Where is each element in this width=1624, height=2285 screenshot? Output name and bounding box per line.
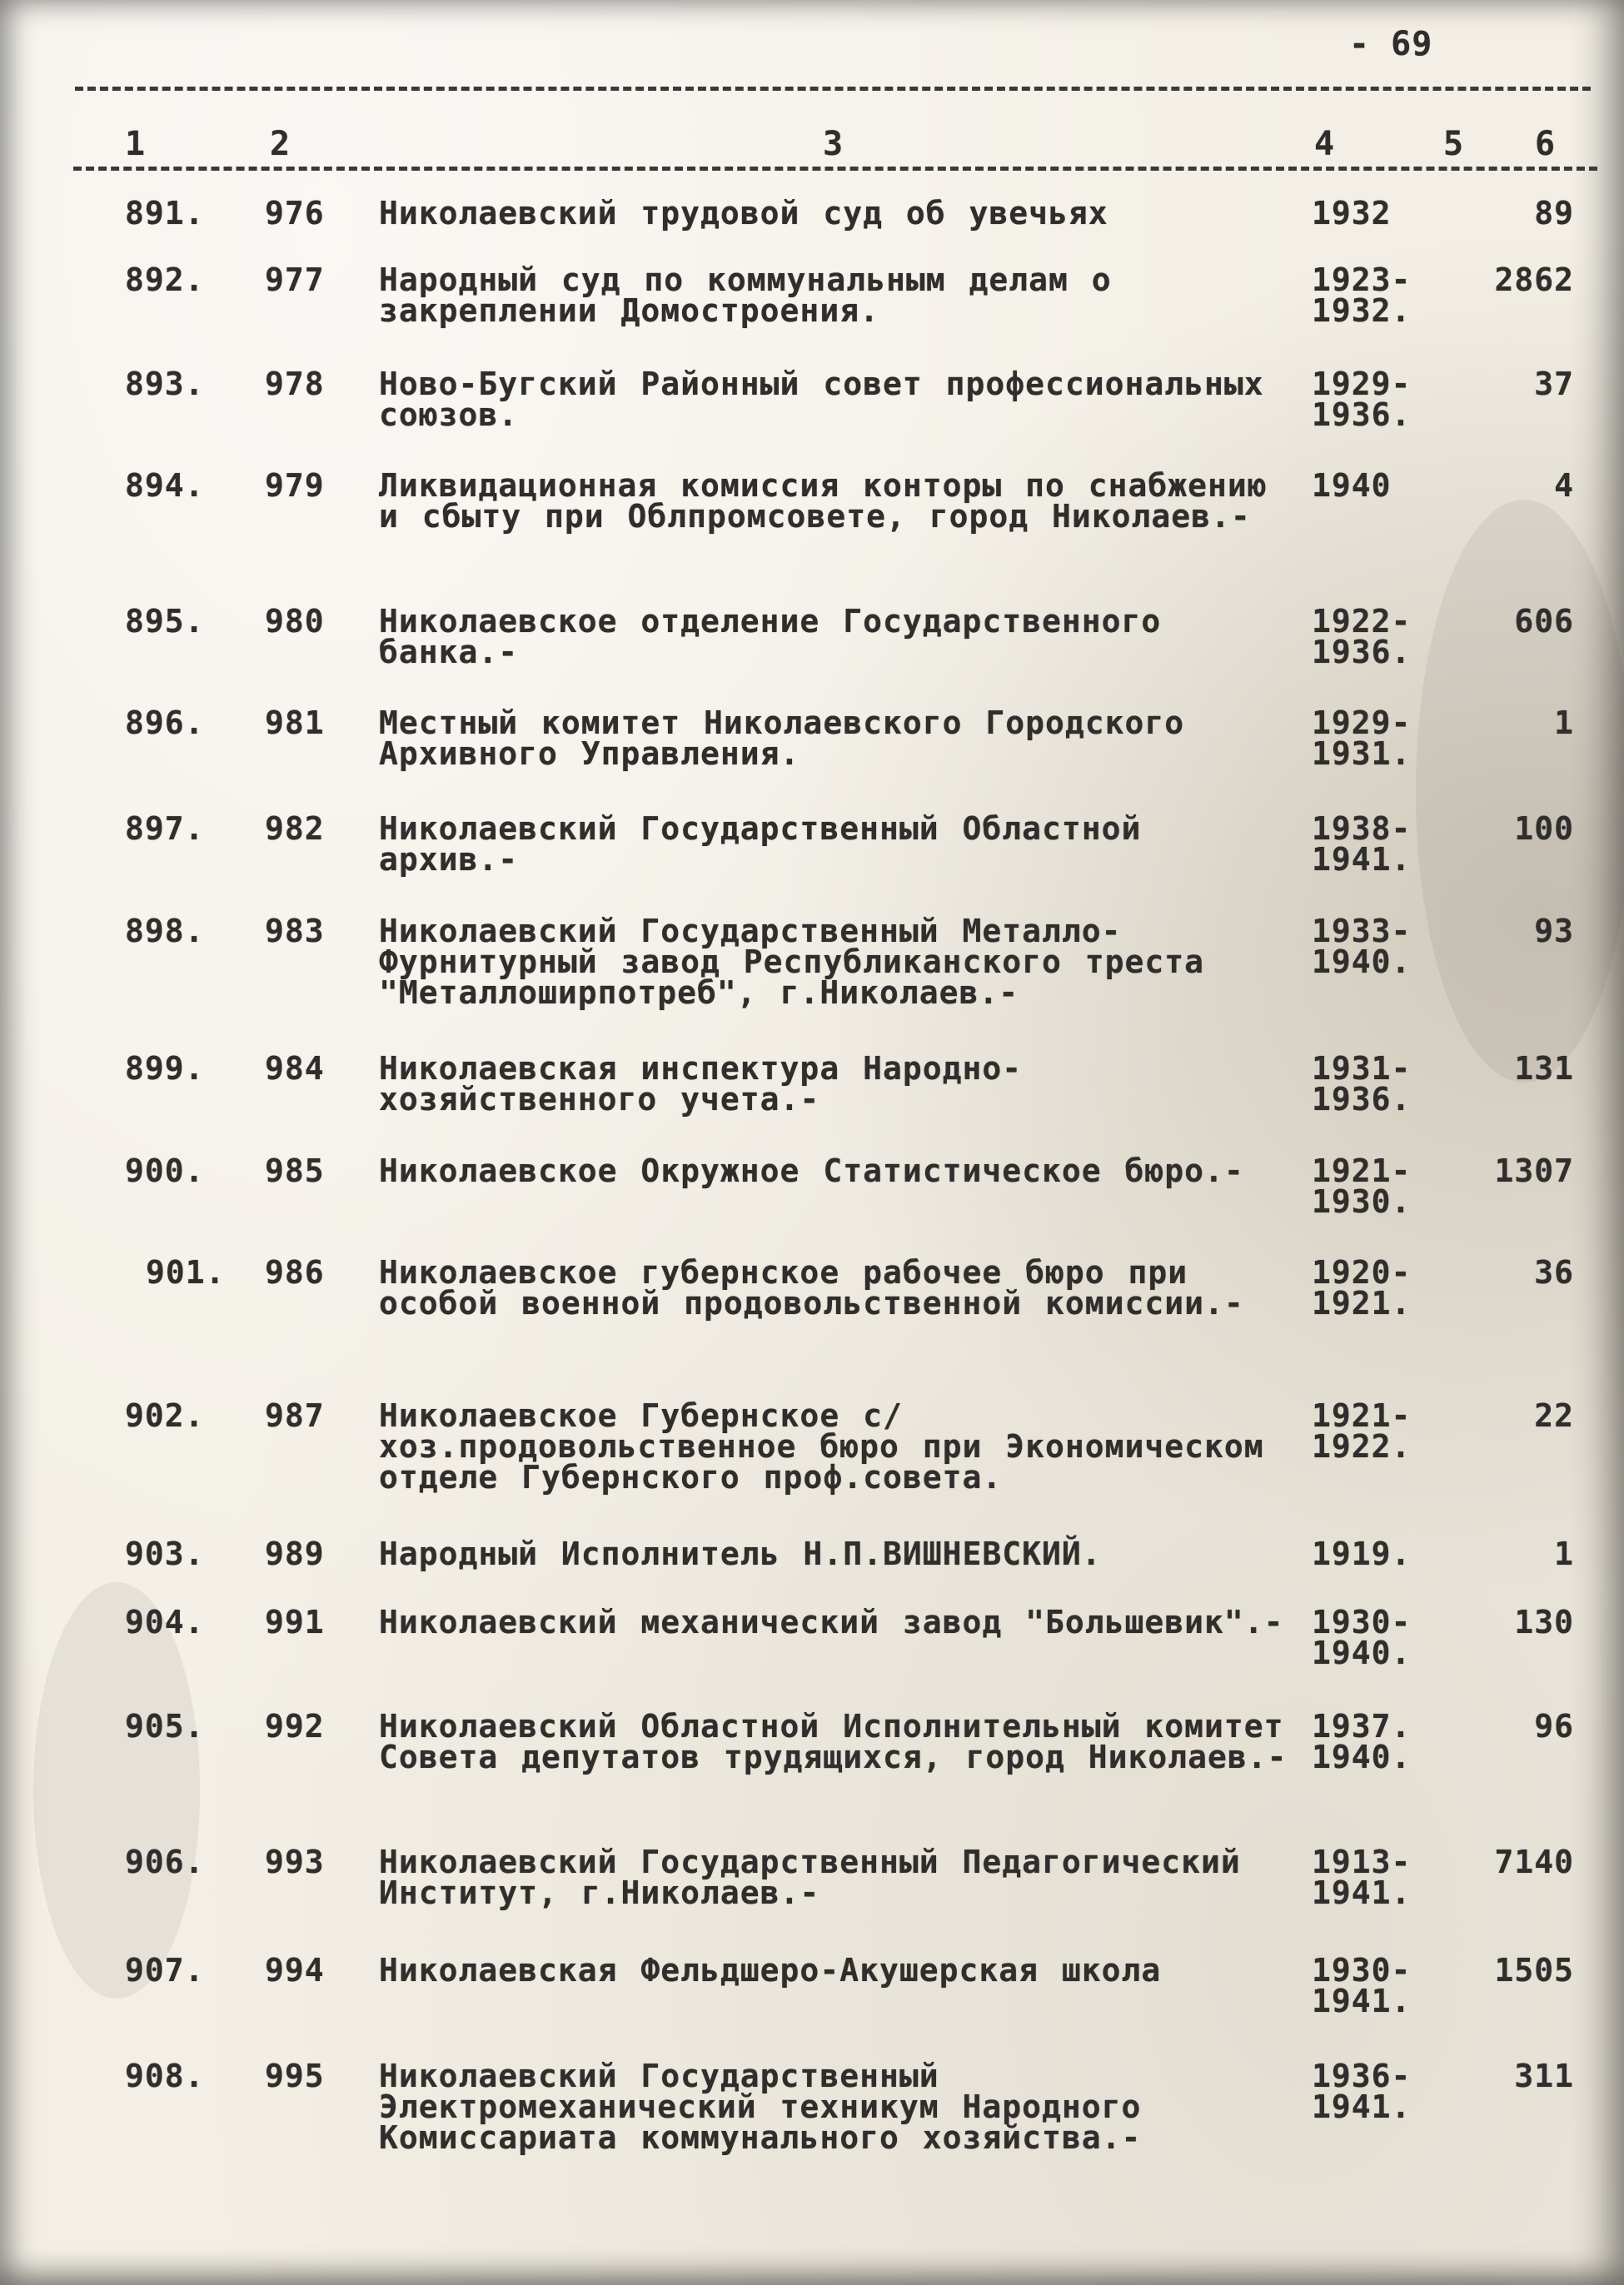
date-range: 1930- 1941. [1312, 1952, 1412, 2019]
date-range: 1921- 1922. [1312, 1397, 1412, 1465]
fund-title: Народный суд по коммунальным делам о закреплении Домостроения. [379, 261, 1112, 329]
file-count: 1505 [1494, 1952, 1574, 1989]
date-range: 1940 [1312, 467, 1392, 504]
date-range: 1923- 1932. [1312, 261, 1412, 329]
record-number: 898. [125, 913, 205, 949]
fund-number: 979 [265, 467, 325, 504]
fund-number: 992 [265, 1708, 325, 1745]
column-header-4: 4 [1314, 125, 1336, 163]
fund-number: 987 [265, 1397, 325, 1434]
date-range: 1919. [1312, 1536, 1412, 1572]
fund-number: 981 [265, 704, 325, 741]
date-range: 1937. 1940. [1312, 1708, 1412, 1775]
record-number: 899. [125, 1050, 205, 1087]
column-header-5: 5 [1443, 125, 1465, 163]
fund-title: Николаевское отделение Государственного банка.- [379, 603, 1162, 670]
fund-title: Николаевский Государственный Областной архив.- [379, 810, 1142, 878]
record-number: 895. [125, 603, 205, 640]
column-header-6: 6 [1535, 125, 1557, 163]
record-number: 906. [125, 1844, 205, 1880]
fund-title: Николаевская инспектура Народно-хозяйственного учета.- [379, 1050, 1023, 1118]
page-number: - 69 [1349, 25, 1433, 63]
fund-title: Николаевское Губернское с/хоз.продовольственное бюро при Экономическом отделе Губернского проф.совета. [379, 1397, 1264, 1496]
file-count: 130 [1514, 1604, 1574, 1640]
date-range: 1938- 1941. [1312, 810, 1412, 878]
file-count: 36 [1534, 1254, 1574, 1291]
record-number: 903. [125, 1536, 205, 1572]
record-number: 893. [125, 366, 205, 402]
fund-number: 986 [265, 1254, 325, 1291]
fund-number: 977 [265, 261, 325, 298]
fund-number: 989 [265, 1536, 325, 1572]
fund-title: Николаевский Государственный Педагогический Институт, г.Николаев.- [379, 1844, 1241, 1911]
file-count: 93 [1534, 913, 1574, 949]
file-count: 96 [1534, 1708, 1574, 1745]
record-number: 907. [125, 1952, 205, 1989]
file-count: 311 [1514, 2058, 1574, 2094]
date-range: 1931- 1936. [1312, 1050, 1412, 1118]
file-count: 1307 [1494, 1152, 1574, 1189]
record-number: 900. [125, 1152, 205, 1189]
fund-number: 984 [265, 1050, 325, 1087]
file-count: 606 [1514, 603, 1574, 640]
file-count: 100 [1514, 810, 1574, 847]
column-header-3: 3 [823, 125, 844, 163]
file-count: 7140 [1494, 1844, 1574, 1880]
fund-number: 994 [265, 1952, 325, 1989]
file-count: 1 [1554, 704, 1574, 741]
date-range: 1933- 1940. [1312, 913, 1412, 980]
record-number: 904. [125, 1604, 205, 1640]
date-range: 1922- 1936. [1312, 603, 1412, 670]
fund-title: Николаевский Областной Исполнительный комитет Совета депутатов трудящихся, город Николаев.- [379, 1708, 1288, 1775]
record-number: 905. [125, 1708, 205, 1745]
fund-number: 993 [265, 1844, 325, 1880]
date-range: 1930- 1940. [1312, 1604, 1412, 1671]
fund-title: Николаевское губернское рабочее бюро при особой военной продовольственной комиссии.- [379, 1254, 1244, 1322]
file-count: 4 [1554, 467, 1574, 504]
fund-title: Николаевская Фельдшеро-Акушерская школа [379, 1952, 1162, 1989]
file-count: 2862 [1494, 261, 1574, 298]
date-range: 1920- 1921. [1312, 1254, 1412, 1322]
date-range: 1929- 1931. [1312, 704, 1412, 772]
record-number: 897. [125, 810, 205, 847]
record-number: 896. [125, 704, 205, 741]
fund-title: Николаевский механический завод "Большевик".- [379, 1604, 1284, 1640]
record-number: 894. [125, 467, 205, 504]
record-number: 891. [125, 195, 205, 231]
fund-number: 983 [265, 913, 325, 949]
fund-title: Николаевский Государственный Металло-Фурнитурный завод Республиканского треста "Металлоширпотреб", г.Николаев.- [379, 913, 1204, 1011]
fund-number: 991 [265, 1604, 325, 1640]
record-number: 892. [125, 261, 205, 298]
date-range: 1929- 1936. [1312, 366, 1412, 433]
fund-title: Ново-Бугский Районный совет профессиональных союзов. [379, 366, 1264, 433]
record-number: 908. [125, 2058, 205, 2094]
column-header-2: 2 [270, 125, 291, 163]
date-range: 1921- 1930. [1312, 1152, 1412, 1220]
fund-title: Николаевское Окружное Статистическое бюро.- [379, 1152, 1244, 1189]
date-range: 1913- 1941. [1312, 1844, 1412, 1911]
file-count: 131 [1514, 1050, 1574, 1087]
fund-title: Ликвидационная комиссия конторы по снабжению и сбыту при Облпромсовете, город Николаев.- [379, 467, 1268, 535]
file-count: 89 [1534, 195, 1574, 231]
fund-title: Народный Исполнитель Н.П.ВИШНЕВСКИЙ. [379, 1536, 1102, 1572]
fund-number: 980 [265, 603, 325, 640]
fund-number: 995 [265, 2058, 325, 2094]
file-count: 1 [1554, 1536, 1574, 1572]
fund-title: Николаевский трудовой суд об увечьях [379, 195, 1108, 231]
fund-number: 982 [265, 810, 325, 847]
fund-number: 985 [265, 1152, 325, 1189]
date-range: 1936- 1941. [1312, 2058, 1412, 2125]
record-number: 902. [125, 1397, 205, 1434]
fund-number: 976 [265, 195, 325, 231]
fund-title: Николаевский Государственный Электромеханический техникум Народного Комиссариата коммунального хозяйства.- [379, 2058, 1142, 2156]
date-range: 1932 [1312, 195, 1392, 231]
file-count: 37 [1534, 366, 1574, 402]
record-number: 901. [146, 1254, 226, 1291]
file-count: 22 [1534, 1397, 1574, 1434]
fund-number: 978 [265, 366, 325, 402]
column-header-1: 1 [125, 125, 147, 163]
fund-title: Местный комитет Николаевского Городского Архивного Управления. [379, 704, 1185, 772]
